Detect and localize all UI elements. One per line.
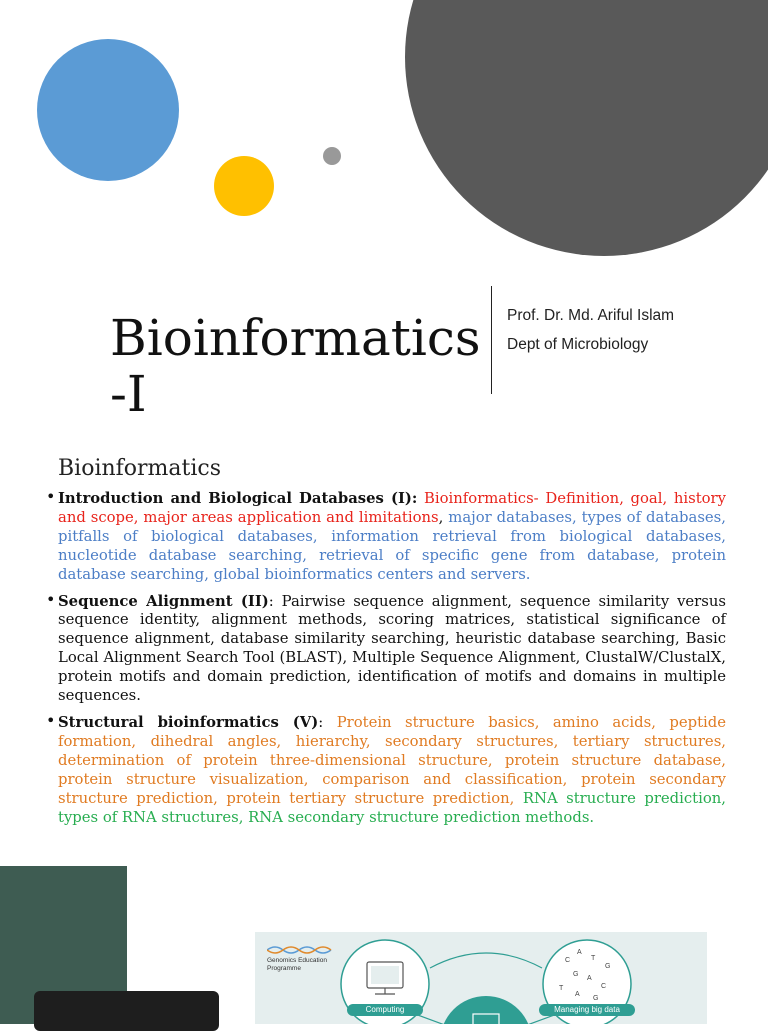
author-dept: Dept of Microbiology <box>507 336 649 353</box>
svg-text:G: G <box>605 963 611 970</box>
svg-text:A: A <box>587 975 592 982</box>
bullet-text-orange: Protein structure basics, amino acids, peptide formation, dihedral angles, hierarchy, secondary structures, tertiary structures, determination of protein three-dimensional structure, protein structure database, protein structure visualization, comparison and classification, protein secondary structure prediction, protein tertiary structure prediction, <box>58 713 726 807</box>
decorative-small-grey-dot <box>323 147 341 165</box>
bullet-separator: : <box>268 592 274 610</box>
section-heading: Bioinformatics <box>58 456 222 481</box>
infographic-diagram <box>255 932 707 1024</box>
decorative-dark-block <box>34 991 219 1031</box>
bullet-separator: , <box>438 508 444 526</box>
list-item <box>58 490 726 585</box>
bullet-text-green: RNA structure prediction, types of RNA structures, RNA secondary structure prediction methods. <box>58 789 726 826</box>
title-line-2: -I <box>110 365 147 423</box>
svg-text:G: G <box>573 971 579 978</box>
bullet-text-red: Bioinformatics- Definition, goal, history and scope, major areas application and limitations <box>58 490 726 526</box>
org-name-line-1: Genomics Education <box>267 957 327 964</box>
genomics-infographic <box>255 932 707 1024</box>
decorative-yellow-circle <box>214 156 274 216</box>
slide-title <box>110 310 490 422</box>
svg-text:A: A <box>575 991 580 998</box>
svg-text:A: A <box>577 949 582 956</box>
decorative-large-grey-circle <box>405 0 768 256</box>
svg-text:C: C <box>565 957 571 964</box>
bullet-text-blue: major databases, types of databases, pitfalls of biological databases, information retrieval from biological databases, nucleotide database searching, retrieval of specific gene from database, protein database searching, global bioinformatics centers and servers. <box>58 508 726 583</box>
bullet-heading: Introduction and Biological Databases (I): <box>58 490 418 507</box>
title-line-1: Bioinformatics <box>110 309 481 367</box>
bullet-text: Pairwise sequence alignment, sequence similarity versus sequence identity, alignment methods, scoring matrices, statistical significance of sequence alignment, database similarity searching, heuristic database searching, Basic Local Alignment Search Tool (BLAST), Multiple Sequence Alignment, ClustalW/ClustalX, protein motifs and domain prediction, identification of motifs and domains in multiple sequences. <box>58 592 726 705</box>
svg-text:C: C <box>601 983 607 990</box>
svg-text:T: T <box>591 955 596 962</box>
svg-text:T: T <box>559 985 564 992</box>
bullet-heading: Structural bioinformatics (V) <box>58 713 319 731</box>
title-divider <box>491 286 492 394</box>
list-item <box>58 593 726 706</box>
author-name: Prof. Dr. Md. Ariful Islam <box>507 307 675 324</box>
svg-text:G: G <box>593 995 599 1002</box>
org-name-line-2: Programme <box>267 965 301 972</box>
big-data-label: Managing big data <box>539 1004 635 1016</box>
list-item <box>58 714 726 827</box>
bullet-heading: Sequence Alignment (II) <box>58 592 269 610</box>
computing-label: Computing <box>347 1004 423 1016</box>
bullet-separator: : <box>318 713 324 731</box>
topic-list <box>58 490 726 835</box>
decorative-blue-circle <box>37 39 179 181</box>
